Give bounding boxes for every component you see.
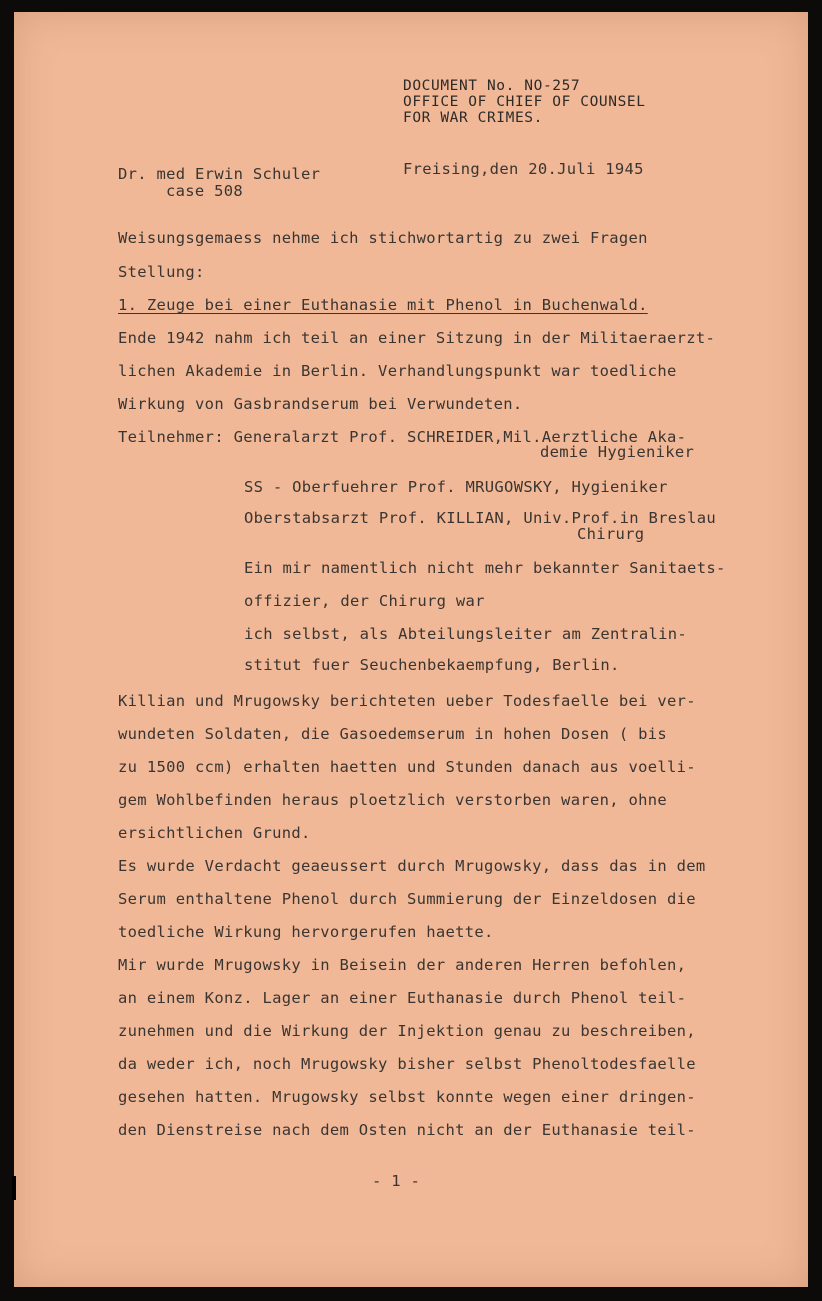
paragraph-line: zu 1500 ccm) erhalten haetten und Stunden danach aus voelli-	[118, 758, 696, 776]
participants-line: Ein mir namentlich nicht mehr bekannter Sanitaets-	[244, 559, 726, 577]
participants-line: Oberstabsarzt Prof. KILLIAN, Univ.Prof.in Breslau	[244, 509, 716, 527]
office-line: OFFICE OF CHIEF OF COUNSEL	[403, 94, 646, 110]
paragraph-line: Wirkung von Gasbrandserum bei Verwundeten.	[118, 395, 523, 413]
paragraph-line: Ende 1942 nahm ich teil an einer Sitzung in der Militaeraerzt-	[118, 329, 716, 347]
document-number: DOCUMENT No. NO-257	[403, 78, 581, 94]
participants-line: stitut fuer Seuchenbekaempfung, Berlin.	[244, 656, 620, 674]
participants-line: demie Hygieniker	[540, 443, 695, 461]
place-date: Freising,den 20.Juli 1945	[403, 160, 644, 178]
paragraph-line: den Dienstreise nach dem Osten nicht an der Euthanasie teil-	[118, 1121, 696, 1139]
participants-line: offizier, der Chirurg war	[244, 592, 485, 610]
case-number: case 508	[166, 182, 244, 200]
war-crimes-line: FOR WAR CRIMES.	[403, 110, 543, 126]
participants-line: Teilnehmer: Generalarzt Prof. SCHREIDER,Mil.Aerztliche Aka-	[118, 428, 687, 446]
paragraph-line: Mir wurde Mrugowsky in Beisein der anderen Herren befohlen,	[118, 956, 687, 974]
edge-mark	[12, 1176, 16, 1200]
paragraph-line: Es wurde Verdacht geaeussert durch Mrugowsky, dass das in dem	[118, 857, 706, 875]
intro-line: Weisungsgemaess nehme ich stichwortartig zu zwei Fragen	[118, 229, 648, 247]
paragraph-line: ersichtlichen Grund.	[118, 824, 311, 842]
paragraph-line: Serum enthaltene Phenol durch Summierung der Einzeldosen die	[118, 890, 696, 908]
intro-line: Stellung:	[118, 263, 205, 281]
paragraph-line: Killian und Mrugowsky berichteten ueber Todesfaelle bei ver-	[118, 692, 696, 710]
paragraph-line: gesehen hatten. Mrugowsky selbst konnte wegen einer dringen-	[118, 1088, 696, 1106]
paragraph-line: an einem Konz. Lager an einer Euthanasie durch Phenol teil-	[118, 989, 687, 1007]
paragraph-line: da weder ich, noch Mrugowsky bisher selbst Phenoltodesfaelle	[118, 1055, 696, 1073]
sender-name: Dr. med Erwin Schuler	[118, 165, 321, 183]
participants-line: ich selbst, als Abteilungsleiter am Zentralin-	[244, 625, 688, 643]
paragraph-line: lichen Akademie in Berlin. Verhandlungspunkt war toedliche	[118, 362, 677, 380]
paragraph-line: toedliche Wirkung hervorgerufen haette.	[118, 923, 494, 941]
paragraph-line: gem Wohlbefinden heraus ploetzlich verstorben waren, ohne	[118, 791, 668, 809]
paragraph-line: zunehmen und die Wirkung der Injektion genau zu beschreiben,	[118, 1022, 696, 1040]
section-heading: 1. Zeuge bei einer Euthanasie mit Phenol in Buchenwald.	[118, 296, 648, 314]
participants-line: Chirurg	[577, 525, 645, 543]
paragraph-line: wundeten Soldaten, die Gasoedemserum in hohen Dosen ( bis	[118, 725, 668, 743]
participants-line: SS - Oberfuehrer Prof. MRUGOWSKY, Hygieniker	[244, 478, 668, 496]
page-number: - 1 -	[372, 1172, 421, 1190]
